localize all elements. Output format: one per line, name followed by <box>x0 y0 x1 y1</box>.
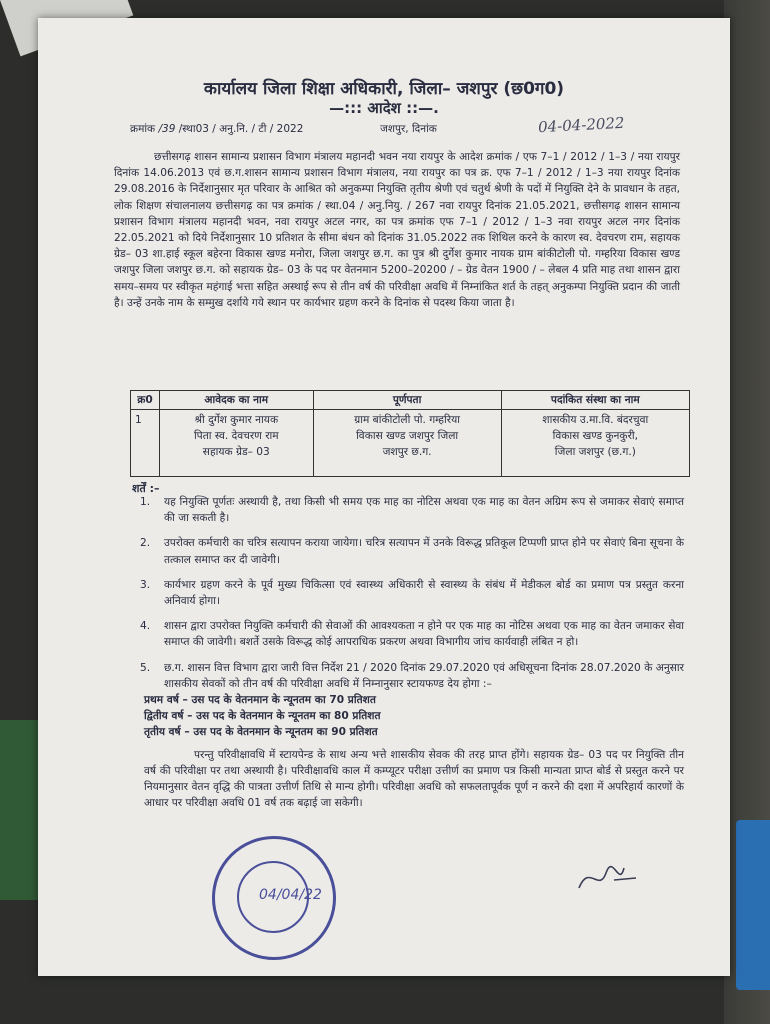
office-title: कार्यालय जिला शिक्षा अधिकारी, जिला– जशपुर (छ0ग0) <box>203 79 565 99</box>
condition-number: 5. <box>140 661 151 674</box>
cell-institution <box>501 410 689 477</box>
stipend-line: तृतीय वर्ष – उस पद के वेतनमान के न्यूनतम का 90 प्रतिशत <box>144 726 378 739</box>
institution-line: जिला जशपुर (छ.ग.) <box>554 446 636 458</box>
signature-icon <box>574 858 644 898</box>
condition-text: कार्यभार ग्रहण करने के पूर्व मुख्य चिकित्सा एवं स्वास्थ्य अधिकारी से स्वास्थ्य के संबंध में मेडीकल बोर्ड का प्रमाण पत्र प्रस्तुत करना अनिवार्य होगा। <box>164 578 684 608</box>
condition-item <box>140 494 684 526</box>
stipend-line: द्वितीय वर्ष – उस पद के वेतनमान के न्यूनतम का 80 प्रतिशत <box>144 710 381 723</box>
table-row <box>131 410 690 477</box>
col-institution: पदांकित संस्था का नाम <box>501 391 689 410</box>
institution-line: शासकीय उ.मा.वि. बंदरचुवा <box>542 414 649 426</box>
condition-item <box>140 660 684 812</box>
conditions-heading: शर्तें :– <box>132 482 160 495</box>
name-line: सहायक ग्रेड– 03 <box>202 446 270 458</box>
ref-suffix: /स्था03 / अनु.नि. / टी / 2022 <box>178 123 304 135</box>
ref-number-handwritten: /39 <box>158 123 176 135</box>
institution-line: विकास खण्ड कुनकुरी, <box>552 430 639 442</box>
address-line: ग्राम बांकीटोली पो. गम्हरिया <box>354 414 460 426</box>
order-date-handwritten: 04-04-2022 <box>537 113 625 137</box>
table-header-row <box>131 391 690 410</box>
condition-number: 2. <box>140 537 151 550</box>
condition-text: छ.ग. शासन वित्त विभाग द्वारा जारी वित्त निर्देश 21 / 2020 दिनांक 29.07.2020 एवं अधिसूचना दिनांक 28.07.2020 के अनुसार शासकीय सेवकों को तीन वर्ष की परिवीक्षा अवधि में निम्नानुसार स्टायफण्ड देय होगा :– <box>164 661 684 690</box>
col-sn: क्र0 <box>131 391 160 410</box>
order-document <box>38 18 730 976</box>
condition-number: 1. <box>140 496 151 508</box>
name-line: पिता स्व. देवचरण राम <box>193 430 279 442</box>
condition-item <box>140 618 684 650</box>
condition-number: 3. <box>140 578 151 591</box>
seal-date-handwritten: 04/04/22 <box>259 887 322 903</box>
stipend-list <box>144 692 684 741</box>
cell-sn: 1 <box>131 410 160 477</box>
background-folder <box>736 820 770 990</box>
order-heading: —::: आदेश ::—. <box>329 99 439 117</box>
address-line: विकास खण्ड जशपुर जिला <box>356 430 459 442</box>
stipend-line: प्रथम वर्ष – उस पद के वेतनमान के न्यूनतम का 70 प्रतिशत <box>144 694 376 707</box>
place-date-label: जशपुर, दिनांक <box>380 123 437 135</box>
condition-number: 4. <box>140 620 151 633</box>
office-seal <box>212 836 336 960</box>
background-object <box>0 720 40 900</box>
appointment-table <box>130 390 690 477</box>
order-body <box>114 149 680 311</box>
name-line: श्री दुर्गेश कुमार नायक <box>194 414 279 426</box>
col-address: पूर्णपता <box>313 391 501 410</box>
condition-item <box>140 535 684 567</box>
closing-paragraph: परन्तु परिवीक्षावधि में स्टायपेन्ड के साथ अन्य भत्ते शासकीय सेवक की तरह प्राप्त होंगे। सहायक ग्रेड– 03 पद पर नियुक्ति तीन वर्ष की परिवीक्षा पर तथा अस्थायी है। परिवीक्षावधि काल में कम्प्यूटर परीक्षा उत्तीर्ण का प्रमाण पत्र किसी मान्यता प्राप्त बोर्ड से प्रस्तुत करने पर नियमानुसार वेतन वृद्धि की पात्रता उत्तीर्ण तिथि से मान्य होगी। परिवीक्षा अवधि को सफलतापूर्वक पूर्ण न करने की दशा में अपरिहार्य कारणों के आधार पर परिवीक्षा अवधि 01 वर्ष तक बढ़ाई जा सकेगी। <box>144 748 684 810</box>
conditions-list <box>140 494 684 820</box>
condition-text: उपरोक्त कर्मचारी का चरित्र सत्यापन कराया जायेगा। चरित्र सत्यापन में उनके विरूद्ध प्रतिकूल टिप्पणी प्राप्त होने पर सेवाएं बिना सूचना के तत्काल समाप्त कर दी जावेगी। <box>164 537 684 566</box>
condition-item <box>140 577 684 609</box>
address-line: जशपुर छ.ग. <box>382 446 432 458</box>
ref-prefix: क्रमांक <box>130 123 156 135</box>
cell-name <box>160 410 314 477</box>
cell-address <box>313 410 501 477</box>
condition-text: यह नियुक्ति पूर्णतः अस्थायी है, तथा किसी भी समय एक माह का नोटिस अथवा एक माह का वेतन अग्रिम रूप से जमाकर सेवाएं समाप्त की जा सकती है। <box>164 496 684 525</box>
condition-text: शासन द्वारा उपरोक्त नियुक्ति कर्मचारी की सेवाओं की आवश्यकता न होने पर एक माह का नोटिस अथवा एक माह का वेतन जमाकर सेवा समाप्त की जावेगी। बशर्ते उसके विरूद्ध कोई आपराधिक प्रकरण अथवा विभागीय जांच कार्यवाही लंबित न हो। <box>164 620 684 649</box>
reference-line <box>130 122 437 136</box>
body-paragraph: छत्तीसगढ़ शासन सामान्य प्रशासन विभाग मंत्रालय महानदी भवन नया रायपुर के आदेश क्रमांक / एफ 7–1 / 2012 / 1–3 / नया रायपुर दिनांक 14.06.2013 एवं छ.ग.शासन सामान्य प्रशासन विभाग मंत्रालय, नया रायपुर का पत्र क्र. एफ 7–1 / 2012 / 1–3 नया रायपुर दिनांक 29.08.2016 के निर्देशानुसार मृत परिवार के आश्रित को अनुकम्पा नियुक्ति तृतीय श्रेणी एवं चतुर्थ श्रेणी के पदों में नियुक्ति देने के प्रावधान के तहत, लोक शिक्षण संचालनालय छत्तीसगढ़ का पत्र क्रमांक / स्था.04 / अनु.नियु. / 267 नवा रायपुर दिनांक 21.05.2021, छत्तीसगढ़ शासन सामान्य प्रशासन विभाग मंत्रालय महानदी भवन, नवा रायपुर अटल नगर, का पत्र क्रमांक एफ 7–1 / 2012 / 1–3 नवा रायपुर अटल नगर दिनांक 22.05.2021 को दिये निर्देशानुसार 10 प्रतिशत के सीमा बंधन को दिनांक 31.05.2022 तक शिथिल करने के कारण स्व. देवचरण राम, सहायक ग्रेड– 03 शा.हाई स्कूल बहेरना विकास खण्ड मनोरा, जिला जशपुर छ.ग. का पुत्र श्री दुर्गेश कुमार नायक ग्राम बांकीटोली पो. गम्हरिया विकास खण्ड जशपुर जिला जशपुर छ.ग. को सहायक ग्रेड– 03 के पद पर वेतनमान 5200–20200 / – ग्रेड वेतन 1900 / – लेबल 4 प्रति माह तथा शासन द्वारा समय–समय पर स्वीकृत महंगाई भत्ता सहित अस्थाई रूप से तीन वर्ष की परिवीक्षा अवधि में निम्नांकित शर्त के तहत् अनुकम्पा नियुक्ति प्रदान की जाती है। उन्हें उनके नाम के सम्मुख दर्शाये गये स्थान पर कार्यभार ग्रहण करने के दिनांक से पदस्थ किया जाता है। <box>114 151 680 309</box>
col-name: आवेदक का नाम <box>160 391 314 410</box>
